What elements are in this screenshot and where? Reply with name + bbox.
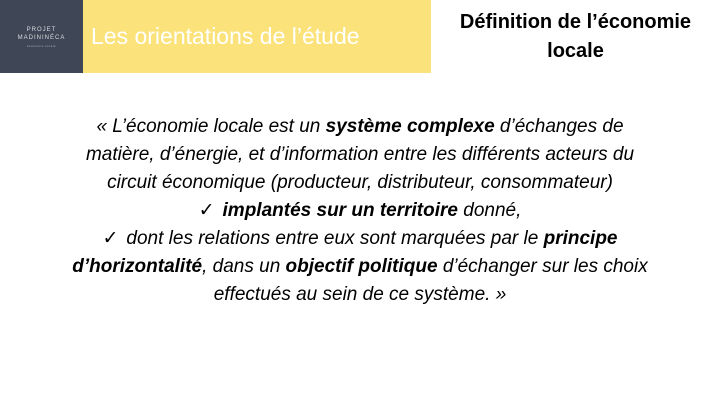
section-banner xyxy=(83,0,431,73)
checkmark-icon: ✓ xyxy=(102,228,119,249)
checkmark-icon: ✓ xyxy=(198,200,215,221)
slide-heading xyxy=(431,8,720,66)
definition-text xyxy=(60,113,660,309)
bullet-2-bold-2: objectif politique xyxy=(285,256,438,277)
section-title: Les orientations de l’étude xyxy=(91,23,360,49)
definition-continuation: d’échanges de matière, d’énergie, et d’information entre les différents acteurs du circuit économique (producteur, distributeur, consommateur) xyxy=(85,116,635,193)
definition-bold-term: système complexe xyxy=(325,116,495,137)
bullet-2-part-b: , dans un xyxy=(202,256,286,277)
heading-line-1: Définition de l’économie xyxy=(459,11,692,33)
bullet-2-part-c: d’échanger sur les choix effectués au sein de ce système. » xyxy=(213,256,648,305)
heading-line-2: locale xyxy=(547,40,604,62)
project-logo xyxy=(0,0,83,73)
logo-line-2: MADININÉCA xyxy=(17,34,66,41)
logo-tagline: économie locale xyxy=(26,43,57,48)
logo-line-1: PROJET xyxy=(26,26,57,33)
bullet-2-bold-1: principe d’horizontalité xyxy=(72,228,618,277)
bullet-1-rest: donné, xyxy=(457,200,522,221)
bullet-2-part-a: dont les relations entre eux sont marquées par le xyxy=(126,228,544,249)
bullet-1-bold: implantés sur un territoire xyxy=(222,200,458,221)
definition-intro: « L’économie locale est un xyxy=(96,116,326,137)
